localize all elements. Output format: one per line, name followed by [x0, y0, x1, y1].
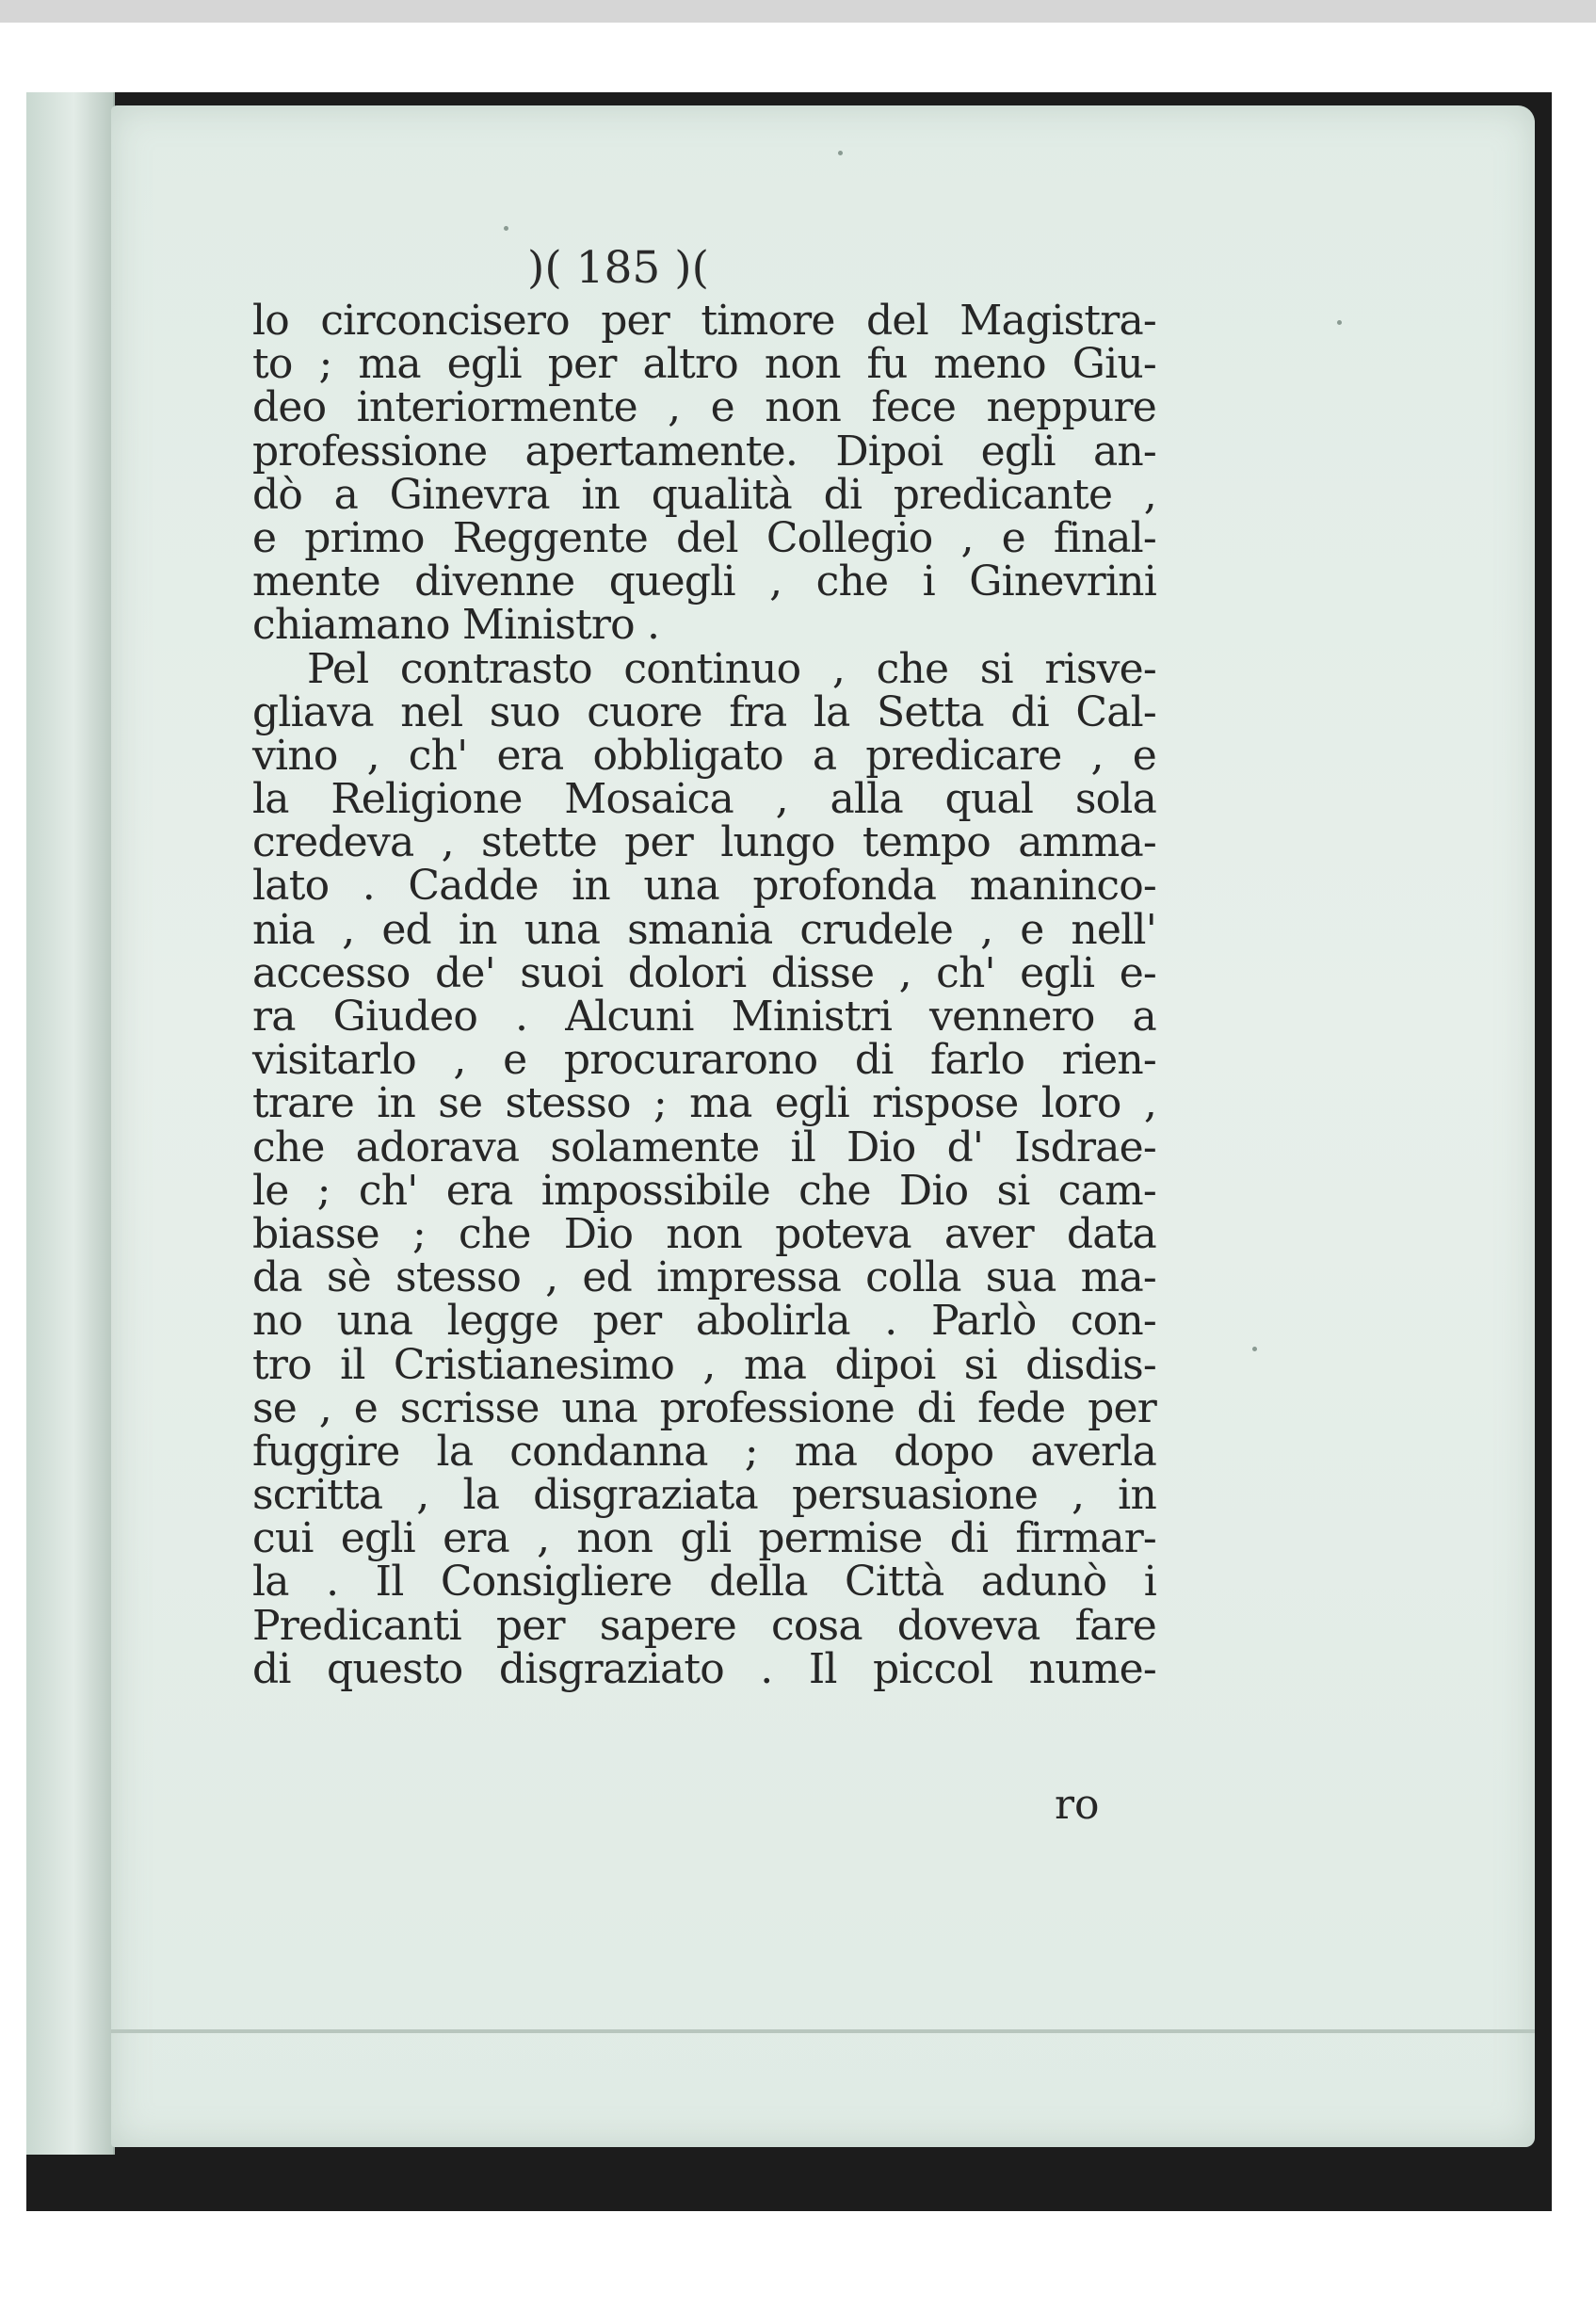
text-line: nia , ed in una smania crudele , e nell': [252, 905, 1156, 954]
text-line: chiamano Ministro .: [252, 601, 660, 650]
text-line: la . Il Consigliere della Città adunò i: [252, 1558, 1156, 1607]
text-line: trare in se stesso ; ma egli rispose loro ,: [252, 1079, 1156, 1128]
text-line: lato . Cadde in una profonda maninco-: [252, 862, 1156, 911]
text-line: Predicanti per sapere cosa doveva fare: [252, 1601, 1156, 1650]
text-line: tro il Cristianesimo , ma dipoi si disdis-: [252, 1340, 1156, 1389]
text-line: le ; ch' era impossibile che Dio si cam-: [252, 1166, 1156, 1215]
text-line: accesso de' suoi dolori disse , ch' egli e-: [252, 948, 1156, 997]
page-bottom-fold: [111, 2029, 1535, 2033]
text-line: ra Giudeo . Alcuni Ministri vennero a: [252, 993, 1156, 1041]
text-line: no una legge per abolirla . Parlò con-: [252, 1297, 1156, 1346]
text-line: professione apertamente. Dipoi egli an-: [252, 427, 1156, 476]
text-line: fuggire la condanna ; ma dopo averla: [252, 1427, 1156, 1476]
text-line: lo circoncisero per timore del Magistra-: [252, 297, 1156, 345]
text-line: visitarlo , e procurarono di farlo rien-: [252, 1036, 1156, 1085]
catchword: ro: [1055, 1781, 1100, 1829]
paper-speck: [838, 151, 843, 155]
text-line: vino , ch' era obbligato a predicare , e: [252, 731, 1156, 780]
body-text: [252, 299, 1156, 1691]
text-line: to ; ma egli per altro non fu meno Giu-: [252, 340, 1156, 389]
facing-page-edge: [26, 92, 115, 2155]
text-line: biasse ; che Dio non poteva aver data: [252, 1209, 1156, 1258]
text-line: la Religione Mosaica , alla qual sola: [252, 775, 1156, 824]
text-line: cui egli era , non gli permise di firmar-: [252, 1514, 1156, 1563]
text-line: deo interiormente , e non fece neppure: [252, 383, 1156, 432]
text-line: che adorava solamente il Dio d' Isdrae-: [252, 1123, 1156, 1171]
paper-speck: [1252, 1347, 1257, 1351]
paper-speck: [1337, 320, 1342, 325]
text-line: scritta , la disgraziata persuasione , in: [252, 1471, 1156, 1520]
text-line: da sè stesso , ed impressa colla sua ma-: [252, 1253, 1156, 1302]
scan-top-band: [0, 0, 1596, 23]
text-line: dò a Ginevra in qualità di predicante ,: [252, 470, 1156, 519]
paragraph-start-line: Pel contrasto continuo , che si risve-: [307, 644, 1156, 693]
text-line: credeva , stette per lungo tempo amma-: [252, 818, 1156, 867]
text-line: se , e scrisse una professione di fede per: [252, 1383, 1156, 1432]
paper-speck: [504, 226, 508, 231]
text-line: e primo Reggente del Collegio , e final-: [252, 513, 1156, 562]
text-line: di questo disgraziato . Il piccol nume-: [252, 1644, 1156, 1693]
text-line: mente divenne quegli , che i Ginevrini: [252, 557, 1156, 606]
page-number-header: )( 185 )(: [527, 242, 709, 294]
text-line: gliava nel suo cuore fra la Setta di Cal-: [252, 687, 1156, 736]
